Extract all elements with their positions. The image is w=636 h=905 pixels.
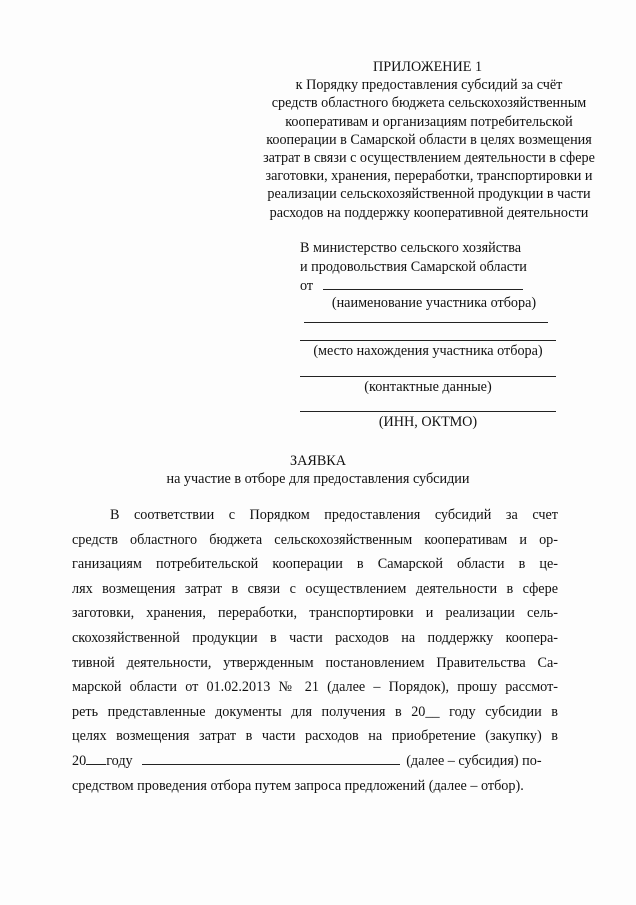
caption-contacts: (контактные данные) xyxy=(364,379,492,395)
appendix-title: ПРИЛОЖЕНИЕ 1 xyxy=(373,59,483,75)
application-body xyxy=(72,503,558,798)
body-row-year xyxy=(72,749,558,774)
document-title: ЗАЯВКА xyxy=(290,453,346,469)
document-subtitle: на участие в отборе для предоставления субсидии xyxy=(166,471,470,487)
body-row: скохозяйственной продукции в части расходов на поддержку коопера- xyxy=(72,629,558,646)
appendix-line: кооперативам и организациям потребительской xyxy=(285,113,573,130)
appendix-line: заготовки, хранения, переработки, транспортировки и xyxy=(265,168,593,185)
appendix-line: средств областного бюджета сельскохозяйственным xyxy=(271,95,587,112)
year-word: году xyxy=(106,752,133,769)
caption-participant: (наименование участника отбора) xyxy=(331,295,537,311)
body-row: заготовки, хранения, переработки, транспортировки и реализации сель- xyxy=(72,605,558,622)
appendix-line: затрат в связи с осуществлением деятельности в сфере xyxy=(263,150,595,167)
body-row: ганизациям потребительской кооперации в Самарской области в це- xyxy=(72,556,558,573)
body-row: средств областного бюджета сельскохозяйственным кооперативам и ор- xyxy=(72,531,558,548)
caption-location: (место нахождения участника отбора) xyxy=(313,343,543,359)
year-prefix: 20 xyxy=(72,752,87,769)
appendix-line: кооперации в Самарской области в целях возмещения xyxy=(266,131,592,148)
participant-blank-line[interactable] xyxy=(304,321,548,323)
year-blank-line[interactable] xyxy=(86,754,106,765)
body-row: реть представленные документы для получения в 20__ году субсидии в xyxy=(72,703,558,720)
appendix-block xyxy=(240,58,618,222)
appendix-line: расходов на поддержку кооперативной деятельности xyxy=(269,204,589,221)
location-blank-line[interactable] xyxy=(300,339,556,341)
appendix-line: реализации сельскохозяйственной продукции в части xyxy=(267,186,591,203)
body-row: тивной деятельности, утвержденным постановлением Правительства Са- xyxy=(72,654,558,671)
body-row: лях возмещения затрат в связи с осуществлением деятельности в сфере xyxy=(72,580,558,597)
addressee-ministry-line2: и продовольствия Самарской области xyxy=(300,259,527,275)
inn-blank-line[interactable] xyxy=(300,410,556,412)
contacts-blank-line[interactable] xyxy=(300,375,556,377)
purchase-blank-line[interactable] xyxy=(142,754,400,765)
body-row: В соответствии с Порядком предоставления субсидий за счет xyxy=(110,507,558,523)
from-label: от xyxy=(300,278,314,294)
year-suffix: (далее – субсидия) по- xyxy=(406,752,542,769)
caption-inn: (ИНН, ОКТМО) xyxy=(378,414,478,430)
body-row-last: средством проведения отбора путем запроса предложений (далее – отбор). xyxy=(72,777,524,794)
appendix-line: к Порядку предоставления субсидий за счёт xyxy=(295,77,563,94)
participant-blank-row xyxy=(304,310,548,329)
from-blank-line[interactable] xyxy=(323,288,523,290)
body-row: марской области от 01.02.2013 № 21 (далее – Порядок), прошу рассмот- xyxy=(72,679,558,696)
addressee-ministry-line1: В министерство сельского хозяйства xyxy=(300,240,522,256)
body-row: целях возмещения затрат в части расходов на приобретение (закупку) в xyxy=(72,728,558,745)
